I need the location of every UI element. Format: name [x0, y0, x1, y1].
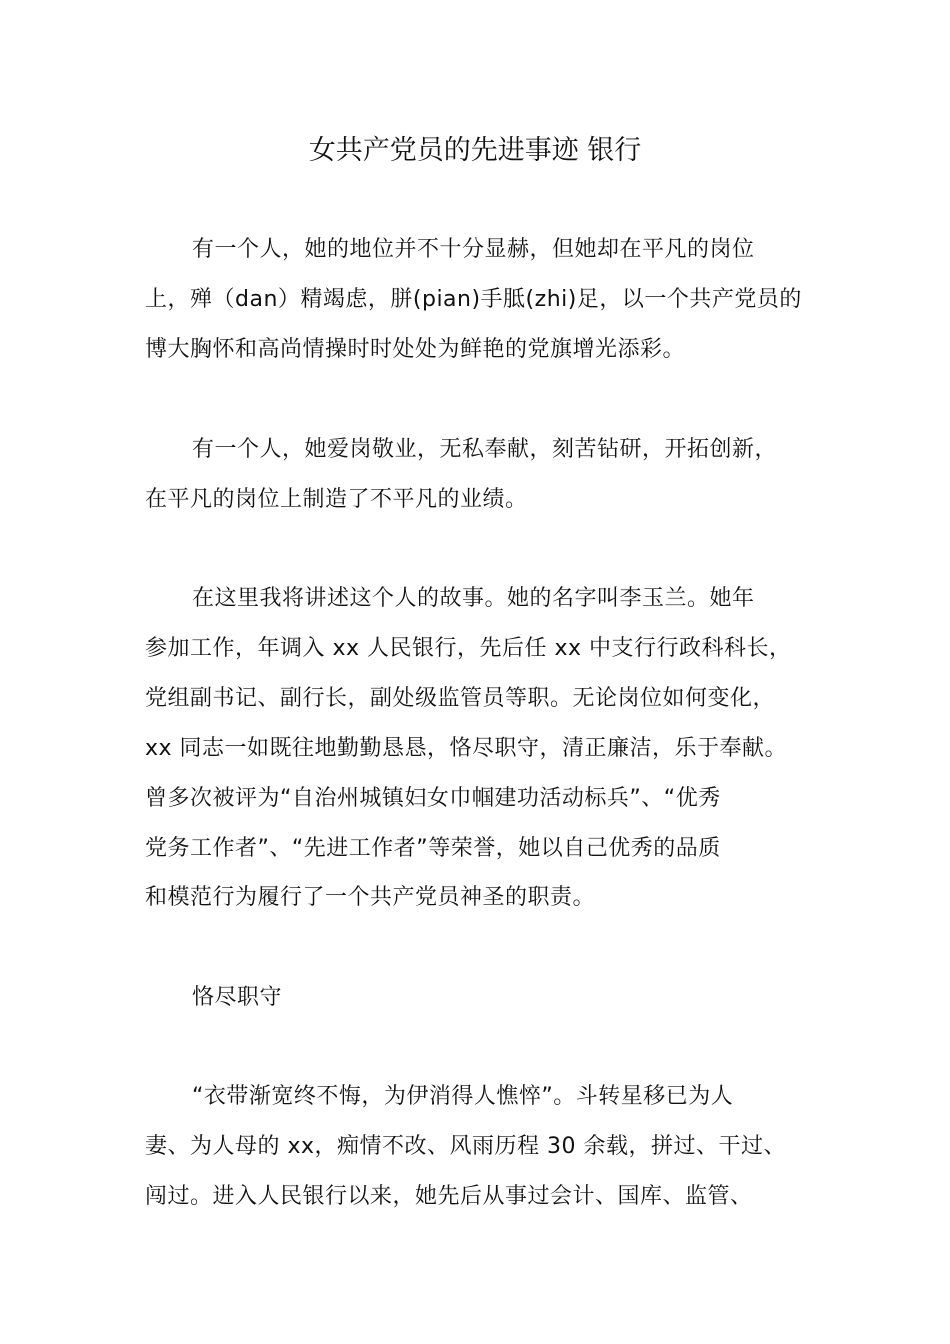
- paragraph-line: 有一个人，她的地位并不十分显赫，但她却在平凡的岗位: [192, 237, 755, 262]
- paragraph-line: 上，殚（dan）精竭虑，胼(pian)手胝(zhi)足，以一个共产党员的: [145, 287, 802, 312]
- paragraph-line: 博大胸怀和高尚情操时时处处为鲜艳的党旗增光添彩。: [145, 337, 686, 362]
- paragraph-line: 闯过。进入人民银行以来，她先后从事过会计、国库、监管、: [145, 1184, 753, 1209]
- paragraph-line: 党组副书记、副行长，副处级监管员等职。无论岗位如何变化，: [145, 686, 776, 711]
- section-heading-text: 恪尽职守: [192, 985, 283, 1010]
- paragraph-line: 在这里我将讲述这个人的故事。她的名字叫李玉兰。她年: [192, 586, 755, 611]
- paragraph-line: 参加工作，年调入 xx 人民银行，先后任 xx 中支行行政科科长，: [145, 636, 792, 661]
- paragraph-line: xx 同志一如既往地勤勤恳恳，恪尽职守，清正廉洁，乐于奉献。: [145, 736, 788, 761]
- paragraph-line: 党务工作者”、“先进工作者”等荣誉，她以自己优秀的品质: [145, 836, 721, 861]
- document-title: 女共产党员的先进事迹 银行: [308, 135, 642, 166]
- paragraph-line: 有一个人，她爱岗敬业，无私奉献，刻苦钻研，开拓创新，: [192, 437, 778, 462]
- paragraph-line: 和模范行为履行了一个共产党员神圣的职责。: [145, 885, 596, 910]
- paragraph-line: 妻、为人母的 xx，痴情不改、风雨历程 30 余载，拼过、干过、: [145, 1134, 787, 1159]
- paragraph-line: “衣带渐宽终不悔，为伊消得人憔悴”。斗转星移已为人: [192, 1084, 734, 1109]
- paragraph-line: 在平凡的岗位上制造了不平凡的业绩。: [145, 487, 528, 512]
- paragraph-line: 曾多次被评为“自治州城镇妇女巾帼建功活动标兵”、“优秀: [145, 786, 721, 811]
